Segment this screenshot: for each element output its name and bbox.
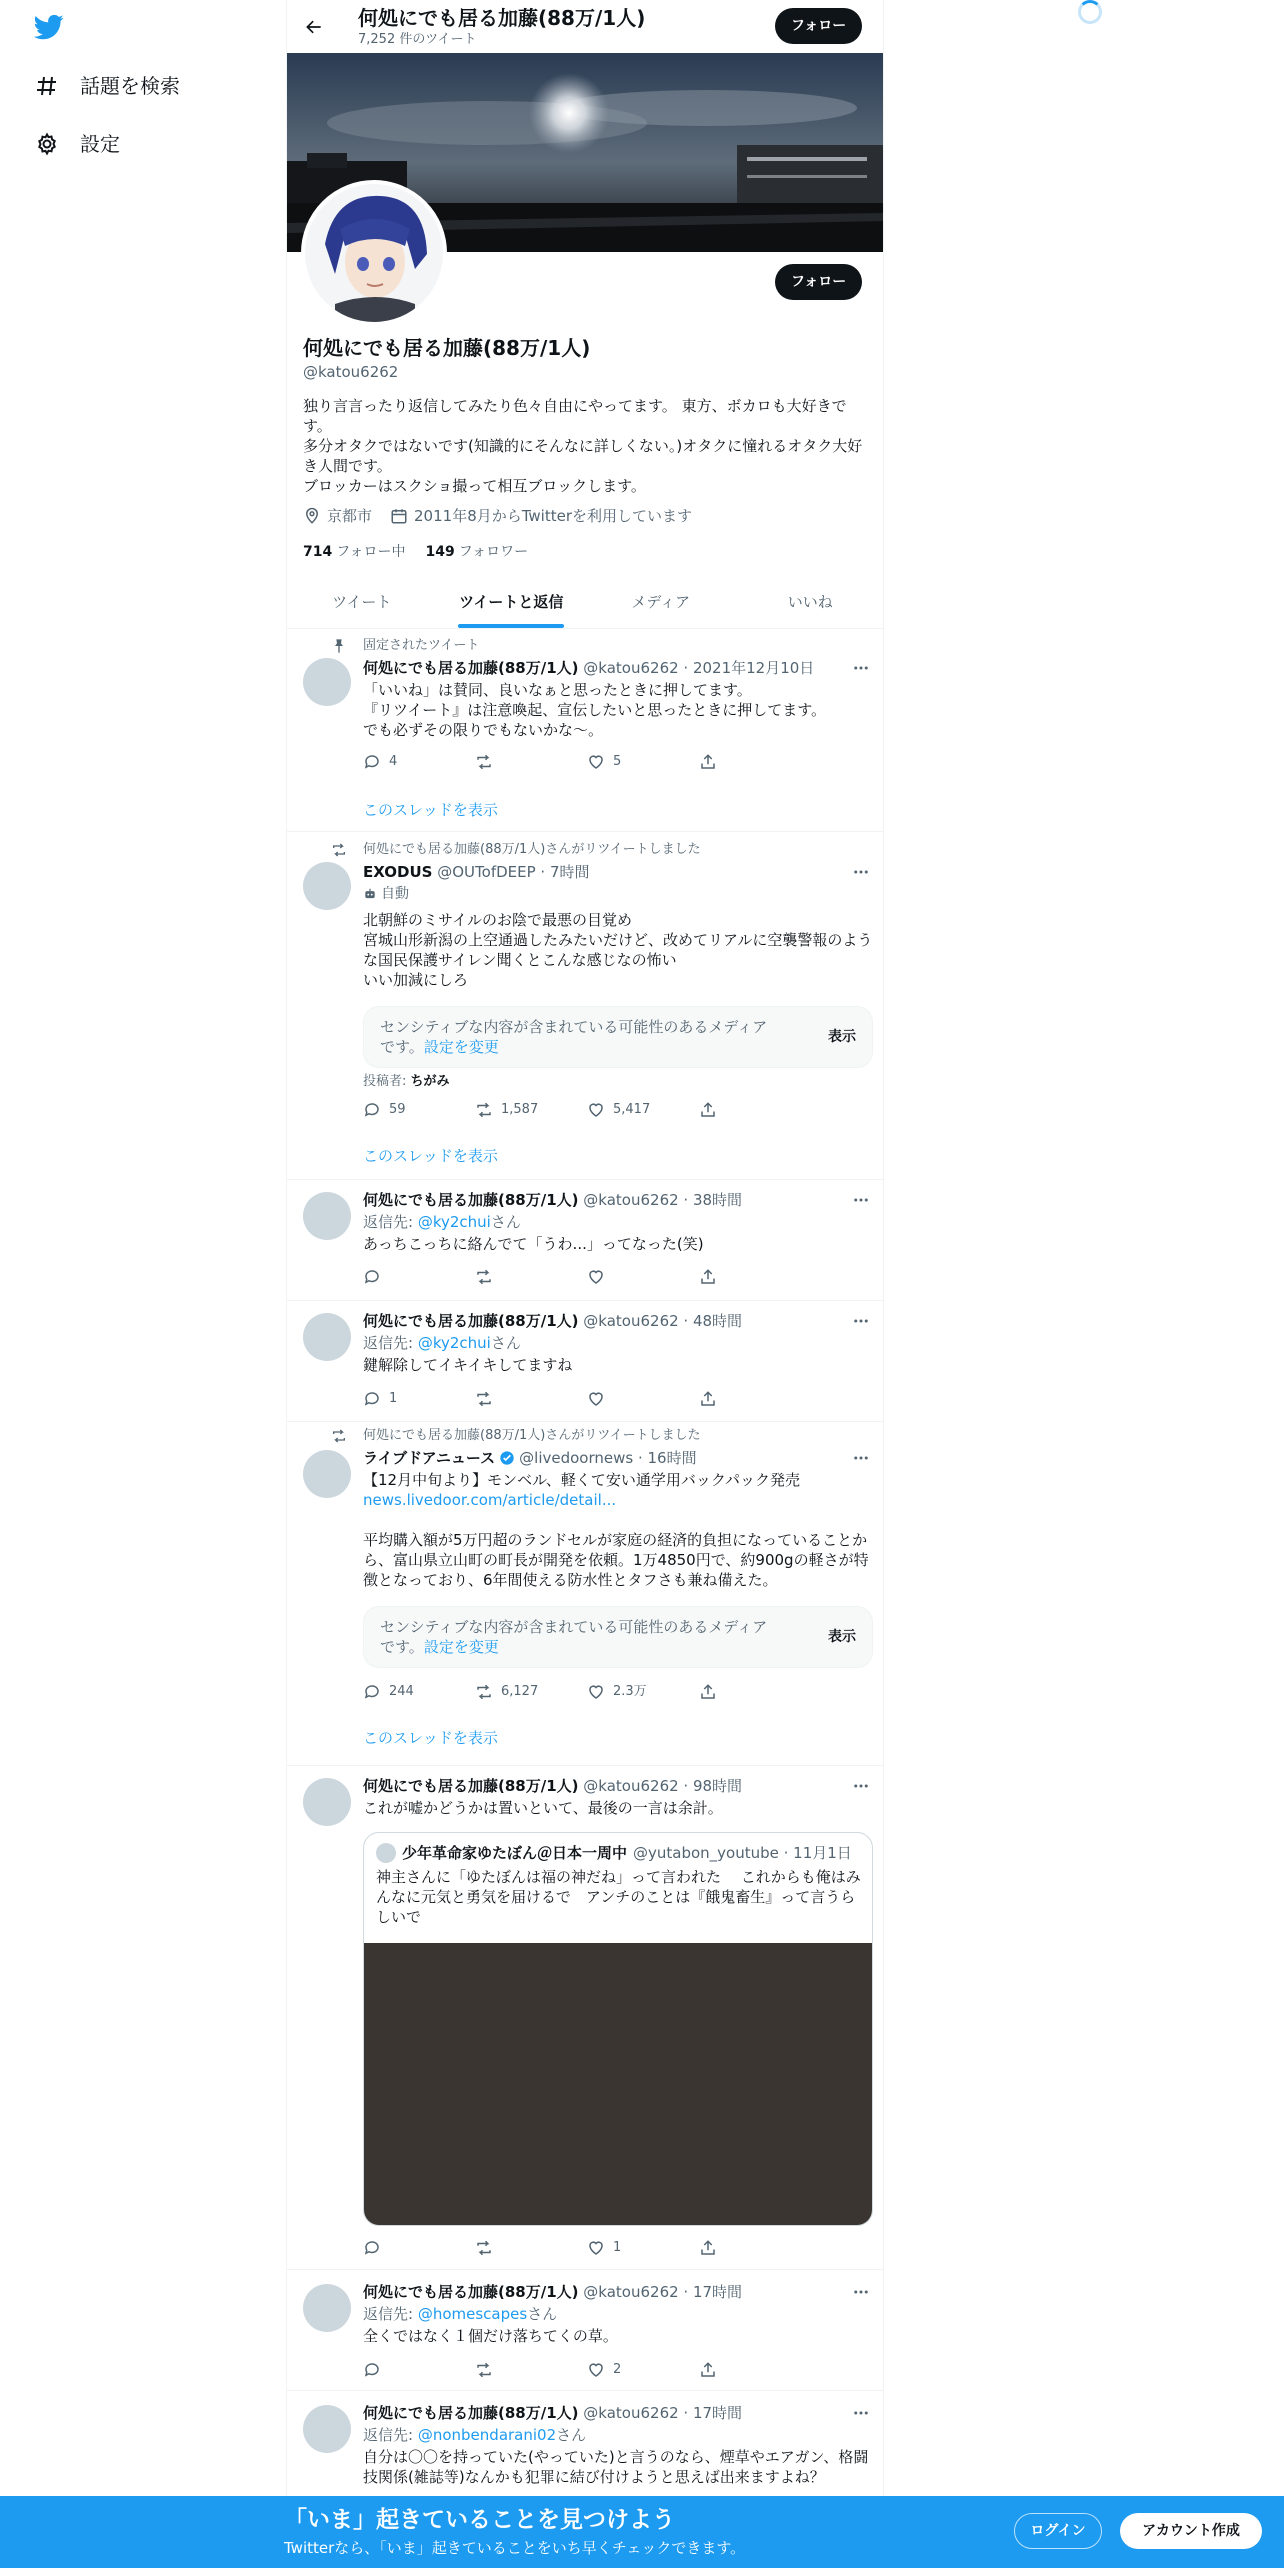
profile-joined xyxy=(390,506,692,526)
replying-to-handle[interactable]: @nonbendarani02 xyxy=(417,2426,557,2444)
profile-bio xyxy=(303,396,869,496)
back-button[interactable] xyxy=(297,10,331,44)
share-button[interactable] xyxy=(699,1682,739,1702)
reply-icon xyxy=(363,2239,381,2257)
heart-icon xyxy=(587,1390,605,1408)
media-poster xyxy=(363,1072,450,1092)
tweet-actions xyxy=(363,752,783,772)
tweet-text: あっちこっちに絡んでて「うわ...」ってなった(笑) xyxy=(363,1235,704,1253)
following-count-link[interactable] xyxy=(303,542,406,562)
arrow-left-icon xyxy=(304,17,324,37)
tweet-header xyxy=(363,2282,742,2302)
author-name[interactable]: 何処にでも居る加藤(88万/1人) xyxy=(363,2404,579,2422)
share-button[interactable] xyxy=(699,2238,739,2258)
profile-timeline xyxy=(286,0,884,2568)
quoted-author-name: 少年革命家ゆたぼん＠日本一周中 xyxy=(402,1844,628,1862)
profile-avatar[interactable] xyxy=(301,180,447,326)
automated-label xyxy=(363,884,409,904)
tweet-text-line: いい加減にしろ xyxy=(363,971,469,989)
nav-settings[interactable] xyxy=(34,124,120,164)
author-name[interactable]: 何処にでも居る加藤(88万/1人) xyxy=(363,1312,579,1330)
hashtag-icon xyxy=(34,73,60,99)
tweet-actions xyxy=(363,2360,783,2380)
tweet-text-line: 宮城山形新潟の上空通過したみたいだけど、改めてリアルに空襲警報のような国民保護サイレン聞くとこんな感じなの怖い xyxy=(363,931,873,969)
tweet-header xyxy=(363,1190,742,1210)
replying-to-suffix: さん xyxy=(556,2426,587,2444)
sensitive-media-notice xyxy=(363,1006,873,1068)
retweet-context-icon xyxy=(331,842,347,858)
show-thread-link[interactable]: このスレッドを表示 xyxy=(363,1729,498,1747)
quoted-tweet-media[interactable] xyxy=(364,1943,873,2225)
retweet-button[interactable] xyxy=(475,2238,587,2258)
replying-to xyxy=(363,1212,521,1232)
replying-to-suffix: さん xyxy=(527,2305,558,2323)
tweet-pinned[interactable] xyxy=(287,630,884,832)
article-link[interactable]: news.livedoor.com/article/detail... xyxy=(363,1491,617,1509)
reply-count: 4 xyxy=(389,754,398,769)
tweet-header xyxy=(363,1448,697,1468)
author-meta[interactable]: @katou6262 · 2021年12月10日 xyxy=(583,659,815,677)
quoted-avatar xyxy=(376,1843,396,1863)
tweet-text xyxy=(363,1470,873,1590)
reply-icon xyxy=(363,1390,381,1408)
loading-spinner-icon xyxy=(1078,0,1102,24)
poster-name[interactable]: ちがみ xyxy=(410,1074,450,1089)
gear-icon xyxy=(34,131,60,157)
robot-icon xyxy=(363,887,377,901)
tweet-text: これが嘘かどうかは置いといて、最後の一言は余計。 xyxy=(363,1799,723,1817)
author-name[interactable]: ライブドアニュース xyxy=(363,1449,496,1467)
show-thread-link[interactable]: このスレッドを表示 xyxy=(363,801,498,819)
tweet-text-line: 「いいね」は賛同、良いなぁと思ったときに押してます。 xyxy=(363,681,752,699)
tweet-text: 自分は〇〇を持っていた(やっていた)と言うのなら、煙草やエアガン、格闘技関係(雑誌等)なんかも犯罪に結び付けようと思えば出来ますよね？ xyxy=(363,2448,869,2486)
followers-count: 149 xyxy=(425,544,455,560)
tweet-retweet-exodus[interactable] xyxy=(287,832,884,1180)
avatar[interactable] xyxy=(303,1192,351,1240)
avatar[interactable] xyxy=(303,862,351,910)
reply-button[interactable] xyxy=(363,1389,475,1409)
tweet-text xyxy=(363,680,873,740)
like-button[interactable] xyxy=(587,1682,699,1702)
bio-line: 独り言言ったり返信してみたり色々自由にやってます。 東方、ボカロも大好きです。 xyxy=(303,397,847,435)
tab-likes[interactable] xyxy=(736,576,885,628)
reply-button[interactable] xyxy=(363,2238,475,2258)
replying-to-handle[interactable]: @ky2chui xyxy=(417,1213,491,1231)
reply-icon xyxy=(363,1101,381,1119)
heart-icon xyxy=(587,753,605,771)
tweet-text xyxy=(363,910,873,990)
signup-banner-subtitle: Twitterなら、「いま」起きていることをいち早くチェックできます。 xyxy=(284,2539,746,2557)
profile-location-text: 京都市 xyxy=(327,507,373,525)
like-button[interactable] xyxy=(587,2238,699,2258)
tweet-text-line: 『リツイート』は注意喚起、宣伝したいと思ったときに押してます。 xyxy=(363,701,827,719)
calendar-icon xyxy=(390,507,408,525)
avatar[interactable] xyxy=(303,658,351,706)
profile-follow-button[interactable]: フォロー xyxy=(775,264,862,300)
poster-label: 投稿者: xyxy=(363,1074,407,1089)
tweet-header xyxy=(363,1776,742,1796)
bio-line: 多分オタクではないです(知識的にそんなに詳しくない。)オタクに憧れるオタク大好き人間です。 xyxy=(303,437,863,475)
login-button[interactable]: ログイン xyxy=(1014,2513,1102,2549)
retweet-icon xyxy=(475,1683,493,1701)
author-name[interactable]: 何処にでも居る加藤(88万/1人) xyxy=(363,659,579,677)
header-follow-button[interactable]: フォロー xyxy=(775,8,862,44)
change-settings-link[interactable]: 設定を変更 xyxy=(423,1038,499,1056)
retweet-icon xyxy=(475,2361,493,2379)
quoted-author-meta: @yutabon_youtube · 11月1日 xyxy=(633,1844,852,1862)
profile-meta xyxy=(303,506,692,526)
retweet-icon xyxy=(475,2239,493,2257)
replying-to-label: 返信先: xyxy=(363,1334,414,1352)
reply-button[interactable] xyxy=(363,1682,475,1702)
replying-to-label: 返信先: xyxy=(363,2426,414,2444)
author-name[interactable]: EXODUS xyxy=(363,863,433,881)
pin-icon xyxy=(331,638,347,654)
pinned-label: 固定されたツイート xyxy=(363,638,480,653)
share-icon xyxy=(699,1390,717,1408)
profile-joined-text: 2011年8月からTwitterを利用しています xyxy=(414,507,693,525)
profile-header-bar xyxy=(287,0,884,53)
tweet-actions xyxy=(363,1389,783,1409)
more-icon[interactable] xyxy=(851,658,871,678)
location-pin-icon xyxy=(303,507,321,525)
like-button[interactable] xyxy=(587,1268,699,1286)
reply-button[interactable] xyxy=(363,2360,475,2380)
avatar[interactable] xyxy=(303,1450,351,1498)
heart-icon xyxy=(587,1101,605,1119)
quoted-tweet-header xyxy=(376,1843,852,1863)
tweet-reply-1[interactable] xyxy=(287,1180,884,1301)
reply-icon xyxy=(363,1268,381,1286)
more-icon[interactable] xyxy=(851,1190,871,1210)
share-icon xyxy=(699,1101,717,1119)
show-thread-link[interactable]: このスレッドを表示 xyxy=(363,1147,498,1165)
share-button[interactable] xyxy=(699,2360,739,2380)
create-account-button[interactable]: アカウント作成 xyxy=(1120,2513,1262,2549)
avatar[interactable] xyxy=(303,1778,351,1826)
tab-media[interactable] xyxy=(586,576,736,628)
tweet-text-line: 北朝鮮のミサイルのお陰で最悪の目覚め xyxy=(363,911,632,929)
author-meta[interactable]: @katou6262 · 38時間 xyxy=(583,1191,743,1209)
profile-name: 何処にでも居る加藤(88万/1人) xyxy=(303,336,591,360)
tweet-header xyxy=(363,862,590,882)
tab-tweets[interactable] xyxy=(287,576,437,628)
retweet-button[interactable] xyxy=(475,1389,587,1409)
more-icon[interactable] xyxy=(851,2282,871,2302)
reply-button[interactable] xyxy=(363,752,475,772)
signup-banner xyxy=(0,2496,1284,2568)
author-meta[interactable]: @katou6262 · 98時間 xyxy=(583,1777,743,1795)
tweet-text-line: でも必ずその限りでもないかな～。 xyxy=(363,721,604,739)
author-meta[interactable]: @OUTofDEEP · 7時間 xyxy=(437,863,590,881)
reply-button[interactable] xyxy=(363,1100,475,1120)
retweeted-by-label[interactable]: 何処にでも居る加藤(88万/1人)さんがリツイートしました xyxy=(363,1428,701,1443)
retweet-icon xyxy=(475,1101,493,1119)
author-name[interactable]: 何処にでも居る加藤(88万/1人) xyxy=(363,2283,579,2301)
retweet-button[interactable] xyxy=(475,2360,587,2380)
like-count: 2 xyxy=(613,2362,622,2377)
author-meta[interactable]: @katou6262 · 17時間 xyxy=(583,2283,743,2301)
retweet-count: 6,127 xyxy=(501,1684,539,1699)
bio-line: ブロッカーはスクショ撮って相互ブロックします。 xyxy=(303,477,646,495)
change-settings-link[interactable]: 設定を変更 xyxy=(423,1638,499,1656)
automated-label-text: 自動 xyxy=(381,886,409,902)
like-button[interactable] xyxy=(587,1100,699,1120)
tab-likes-label: いいね xyxy=(787,593,833,611)
avatar[interactable] xyxy=(303,2405,351,2453)
tweet-text: 全くではなく１個だけ落ちてくの草。 xyxy=(363,2327,618,2345)
tweet-header xyxy=(363,2403,742,2423)
tweet-actions xyxy=(363,1100,783,1120)
verified-badge-icon xyxy=(499,1450,515,1466)
tweet-text-line: 平均購入額が5万円超のランドセルが家庭の経済的負担になっていることから、富山県立山町の町長が開発を依頼。1万4850円で、約900gの軽さが特徴となっており、6年間使える防水性とタフさも兼ね備えた。 xyxy=(363,1531,869,1589)
like-button[interactable] xyxy=(587,1389,699,1409)
share-button[interactable] xyxy=(699,1100,739,1120)
share-button[interactable] xyxy=(699,752,739,772)
nav-settings-label: 設定 xyxy=(80,132,120,156)
quoted-tweet-text: 神主さんに「ゆたぼんは福の神だね」って言われた これからも俺はみんなに元気と勇気を届けるで アンチのことは『餓鬼畜生』って言うらしいで xyxy=(376,1868,861,1926)
replying-to-label: 返信先: xyxy=(363,1213,414,1231)
like-button[interactable] xyxy=(587,752,699,772)
reply-count: 1 xyxy=(389,1391,398,1406)
share-icon xyxy=(699,1683,717,1701)
tweet-header xyxy=(363,658,814,678)
retweet-icon xyxy=(475,1390,493,1408)
like-button[interactable] xyxy=(587,2360,699,2380)
retweet-button[interactable] xyxy=(475,752,587,772)
share-icon xyxy=(699,2361,717,2379)
retweet-count: 1,587 xyxy=(501,1102,539,1117)
retweet-button[interactable] xyxy=(475,1268,587,1286)
reply-icon xyxy=(363,2361,381,2379)
replying-to-suffix: さん xyxy=(490,1334,521,1352)
author-meta[interactable]: @livedoornews · 16時間 xyxy=(519,1449,697,1467)
sensitive-message xyxy=(380,1017,780,1057)
tweet-reply-3[interactable] xyxy=(287,2270,884,2391)
like-count: 2.3万 xyxy=(613,1684,647,1699)
author-name[interactable]: 何処にでも居る加藤(88万/1人) xyxy=(363,1777,579,1795)
replying-to xyxy=(363,2304,557,2324)
author-meta[interactable]: @katou6262 · 48時間 xyxy=(583,1312,743,1330)
heart-icon xyxy=(587,2361,605,2379)
nav-explore[interactable] xyxy=(34,66,180,106)
like-count: 5,417 xyxy=(613,1102,651,1117)
reply-icon xyxy=(363,753,381,771)
profile-handle: @katou6262 xyxy=(303,363,399,381)
more-icon[interactable] xyxy=(851,862,871,882)
author-meta[interactable]: @katou6262 · 17時間 xyxy=(583,2404,743,2422)
tweet-header xyxy=(363,1311,742,1331)
heart-icon xyxy=(587,1268,605,1286)
heart-icon xyxy=(587,2239,605,2257)
tweet-text-line: 【12月中旬より】モンベル、軽くて安い通学用バックパック発売 xyxy=(363,1471,800,1489)
replying-to-suffix: さん xyxy=(490,1213,521,1231)
retweet-icon xyxy=(475,1268,493,1286)
tweet-text: 鍵解除してイキイキしてますね xyxy=(363,1356,573,1374)
header-profile-name: 何処にでも居る加藤(88万/1人) xyxy=(358,6,646,30)
left-nav xyxy=(0,0,286,2568)
tab-tweets-and-replies[interactable] xyxy=(437,576,587,628)
replying-to xyxy=(363,1333,521,1353)
show-media-button[interactable]: 表示 xyxy=(828,1629,856,1645)
nav-explore-label: 話題を検索 xyxy=(80,74,180,98)
retweet-icon xyxy=(475,753,493,771)
sensitive-text: センシティブな内容が含まれている可能性のあるメディアです。 xyxy=(380,1618,768,1656)
reply-button[interactable] xyxy=(363,1268,475,1286)
sensitive-media-notice xyxy=(363,1606,873,1668)
following-label: フォロー中 xyxy=(336,544,406,560)
more-icon[interactable] xyxy=(851,1448,871,1468)
following-count: 714 xyxy=(303,544,333,560)
more-icon[interactable] xyxy=(851,1776,871,1796)
share-icon xyxy=(699,2239,717,2257)
tweet-actions xyxy=(363,2238,783,2258)
reply-count: 59 xyxy=(389,1102,406,1117)
profile-tabs xyxy=(287,576,884,629)
twitter-logo-icon[interactable] xyxy=(34,12,64,42)
retweet-context-icon xyxy=(331,1428,347,1444)
show-media-button[interactable]: 表示 xyxy=(828,1029,856,1045)
tweet-quote[interactable] xyxy=(287,1766,884,2270)
tweet-reply-2[interactable] xyxy=(287,1301,884,1422)
anime-character-avatar xyxy=(305,184,443,322)
tab-media-label: メディア xyxy=(631,593,691,611)
replying-to-handle[interactable]: @ky2chui xyxy=(417,1334,491,1352)
signup-banner-title: 「いま」起きていることを見つけよう xyxy=(284,2507,675,2533)
share-icon xyxy=(699,1268,717,1286)
retweet-button[interactable] xyxy=(475,1682,587,1702)
header-tweet-count: 7,252 件のツイート xyxy=(358,32,477,47)
retweeted-by-label[interactable]: 何処にでも居る加藤(88万/1人)さんがリツイートしました xyxy=(363,842,701,857)
like-count: 1 xyxy=(613,2240,622,2255)
replying-to-label: 返信先: xyxy=(363,2305,414,2323)
more-icon[interactable] xyxy=(851,1311,871,1331)
tab-tweets-and-replies-label: ツイートと返信 xyxy=(459,593,564,611)
tab-tweets-label: ツイート xyxy=(332,593,392,611)
heart-icon xyxy=(587,1683,605,1701)
quoted-tweet[interactable] xyxy=(363,1832,873,2226)
reply-count: 244 xyxy=(389,1684,414,1699)
avatar[interactable] xyxy=(303,2284,351,2332)
replying-to-handle[interactable]: @homescapes xyxy=(417,2305,528,2323)
share-icon xyxy=(699,753,717,771)
reply-icon xyxy=(363,1683,381,1701)
share-button[interactable] xyxy=(699,1268,739,1286)
more-icon[interactable] xyxy=(851,2403,871,2423)
share-button[interactable] xyxy=(699,1389,739,1409)
profile-location xyxy=(303,506,372,526)
followers-count-link[interactable] xyxy=(426,542,529,562)
sensitive-text: センシティブな内容が含まれている可能性のあるメディアです。 xyxy=(380,1018,768,1056)
tweet-actions xyxy=(363,1682,783,1702)
tweet-retweet-livedoor[interactable] xyxy=(287,1422,884,1766)
followers-label: フォロワー xyxy=(458,544,529,560)
tweet-actions xyxy=(363,1268,783,1286)
retweet-button[interactable] xyxy=(475,1100,587,1120)
author-name[interactable]: 何処にでも居る加藤(88万/1人) xyxy=(363,1191,579,1209)
active-tab-indicator xyxy=(458,624,564,628)
avatar[interactable] xyxy=(303,1313,351,1361)
profile-counts xyxy=(303,542,528,562)
replying-to xyxy=(363,2425,586,2445)
sensitive-message xyxy=(380,1617,780,1657)
like-count: 5 xyxy=(613,754,622,769)
